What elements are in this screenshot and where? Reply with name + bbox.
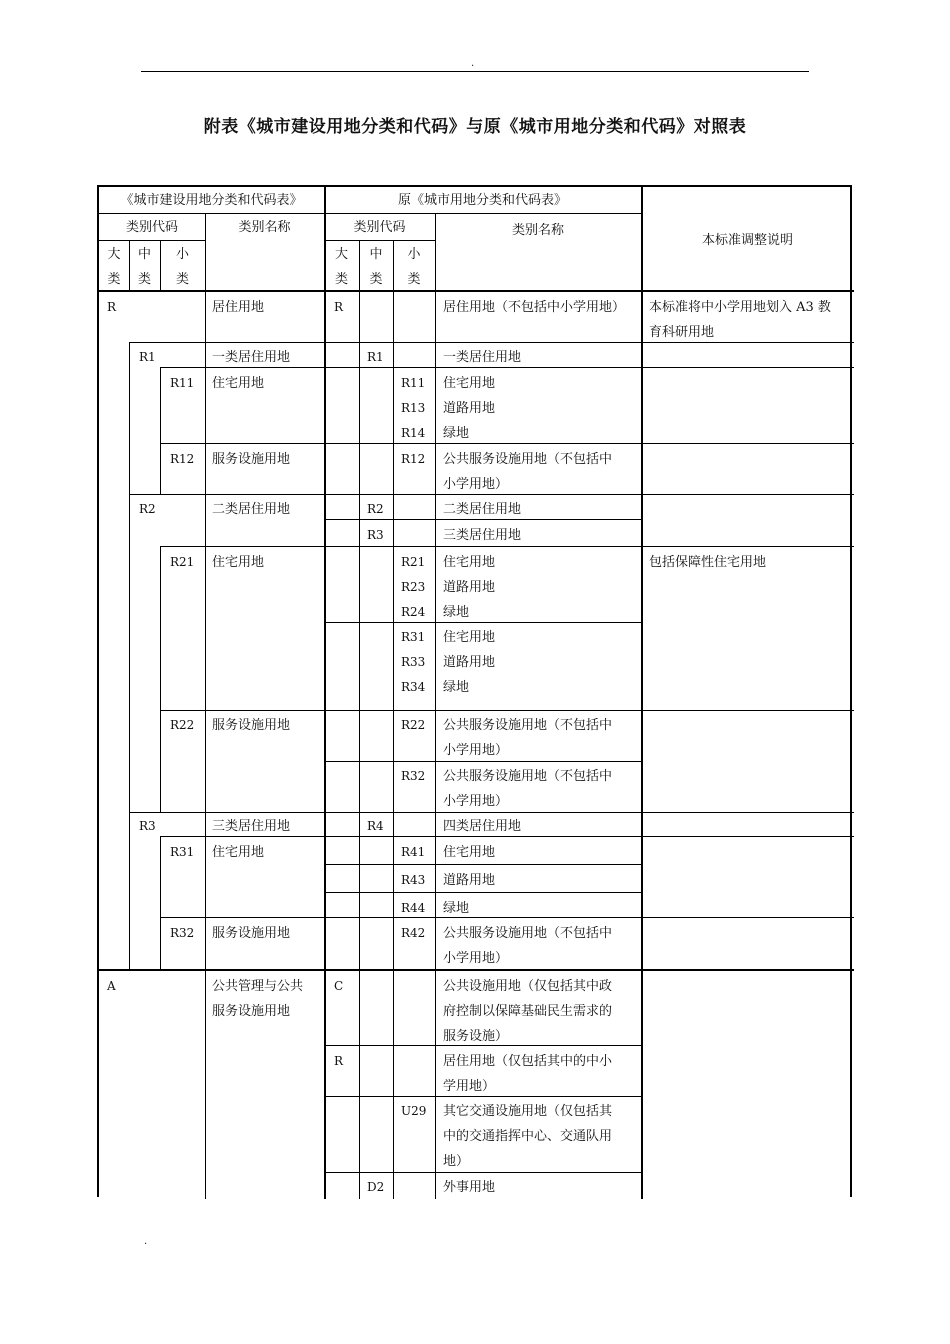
grid-line: [160, 546, 161, 812]
code-major: A: [107, 979, 116, 993]
header-line: [99, 213, 641, 214]
footer-mark: .: [144, 1236, 148, 1247]
grid-line: [160, 367, 161, 495]
code-mid: R1: [139, 350, 156, 364]
old-code-minor: R31 R33 R34: [401, 630, 426, 694]
old-category-name: 公共设施用地（仅包括其中政 府控制以保障基础民生需求的 服务设施）: [443, 979, 613, 1044]
old-category-name: 居住用地（仅包括其中的中小 学用地）: [443, 1054, 613, 1094]
old-category-name: 住宅用地 道路用地 绿地: [443, 555, 496, 620]
old-code-mid: R1: [367, 350, 384, 364]
code-mid: R2: [139, 502, 156, 516]
category-name: 住宅用地: [212, 376, 265, 391]
old-code-minor: R42: [401, 926, 426, 940]
grid-line: [160, 443, 854, 444]
category-name: 服务设施用地: [212, 452, 291, 467]
divider-new-old: [324, 187, 326, 1199]
old-category-name: 住宅用地 道路用地 绿地: [443, 376, 496, 441]
comparison-table: [97, 185, 852, 1197]
old-category-name: 二类居住用地: [443, 502, 522, 517]
old-code-mid: R3: [367, 528, 384, 542]
header-old-name: 类别名称: [511, 223, 564, 238]
old-category-name: 公共服务设施用地（不包括中 小学用地）: [443, 769, 613, 809]
code-major: R: [107, 300, 117, 314]
old-code-mid: R4: [367, 819, 384, 833]
old-category-name: 公共服务设施用地（不包括中 小学用地）: [443, 452, 613, 492]
adjustment-note: 本标准将中小学用地划入 A3 教 育科研用地: [649, 300, 831, 340]
old-code-mid: R2: [367, 502, 384, 516]
adjustment-note: 包括保障性住宅用地: [649, 555, 767, 570]
grid-line: [160, 836, 161, 969]
header-line: [324, 240, 435, 241]
old-code-mid: D2: [367, 1180, 385, 1194]
code-minor: R12: [170, 452, 195, 466]
old-category-name: 四类居住用地: [443, 819, 522, 834]
header-mid: 中 类: [137, 247, 151, 287]
old-category-name: 住宅用地 道路用地 绿地: [443, 630, 496, 695]
header-rule: [141, 71, 809, 72]
grid-line: [129, 342, 130, 969]
grid-line: [435, 290, 436, 1199]
code-minor: R31: [170, 845, 195, 859]
old-code-minor: R32: [401, 769, 426, 783]
header-old-mid: 中 类: [369, 247, 383, 287]
code-minor: R11: [170, 376, 195, 390]
old-code-minor: R12: [401, 452, 426, 466]
page-title: 附表《城市建设用地分类和代码》与原《城市用地分类和代码》对照表: [203, 117, 747, 137]
old-code-major: C: [334, 979, 344, 993]
code-minor: R32: [170, 926, 195, 940]
category-name: 一类居住用地: [212, 350, 291, 365]
grid-line: [160, 710, 854, 711]
old-category-name: 住宅用地: [443, 845, 496, 860]
header-major: 大 类: [107, 247, 121, 287]
header-old-standard: 原《城市用地分类和代码表》: [397, 193, 567, 208]
old-category-name: 一类居住用地: [443, 350, 522, 365]
grid-line: [205, 290, 206, 1199]
code-minor: R22: [170, 718, 195, 732]
old-code-minor: R43: [401, 873, 426, 887]
old-code-minor: R21 R23 R24: [401, 555, 426, 619]
header-old-major: 大 类: [334, 247, 348, 287]
header-old-minor: 小 类: [407, 247, 421, 287]
divider-old-note: [641, 187, 643, 1199]
header-note: 本标准调整说明: [701, 233, 793, 248]
category-name: 公共管理与公共 服务设施用地: [212, 979, 304, 1019]
old-code-minor: R22: [401, 718, 426, 732]
header-minor: 小 类: [175, 247, 189, 287]
old-category-name: 公共服务设施用地（不包括中 小学用地）: [443, 926, 613, 966]
old-category-name: 三类居住用地: [443, 528, 522, 543]
old-code-minor: R11 R13 R14: [401, 376, 426, 440]
old-category-name: 外事用地: [443, 1180, 496, 1195]
old-code-minor: R44: [401, 901, 426, 915]
old-code-minor: U29: [401, 1104, 427, 1118]
grid-line: [160, 917, 854, 918]
header-bottom-line: [99, 290, 854, 292]
category-name: 服务设施用地: [212, 926, 291, 941]
code-minor: R21: [170, 555, 195, 569]
grid-line: [393, 290, 394, 1199]
category-name: 服务设施用地: [212, 718, 291, 733]
old-category-name: 道路用地: [443, 873, 496, 888]
header-mark: .: [471, 58, 475, 69]
category-name: 住宅用地: [212, 845, 265, 860]
header-new-name: 类别名称: [238, 220, 291, 235]
header-old-code: 类别代码: [353, 220, 406, 235]
code-mid: R3: [139, 819, 156, 833]
category-name: 三类居住用地: [212, 819, 291, 834]
old-code-minor: R41: [401, 845, 426, 859]
header-new-standard: 《城市建设用地分类和代码表》: [120, 193, 303, 208]
category-name: 二类居住用地: [212, 502, 291, 517]
old-category-name: 其它交通设施用地（仅包括其 中的交通指挥中心、交通队用 地）: [443, 1104, 613, 1169]
old-category-name: 居住用地（不包括中小学用地）: [443, 300, 626, 315]
category-name: 居住用地: [212, 300, 265, 315]
header-new-code: 类别代码: [125, 220, 178, 235]
old-category-name: 公共服务设施用地（不包括中 小学用地）: [443, 718, 613, 758]
grid-line: [359, 290, 360, 1199]
old-category-name: 绿地: [443, 901, 470, 916]
category-name: 住宅用地: [212, 555, 265, 570]
old-code-major: R: [334, 300, 344, 314]
old-code-major: R: [334, 1054, 344, 1068]
header-line: [99, 240, 205, 241]
